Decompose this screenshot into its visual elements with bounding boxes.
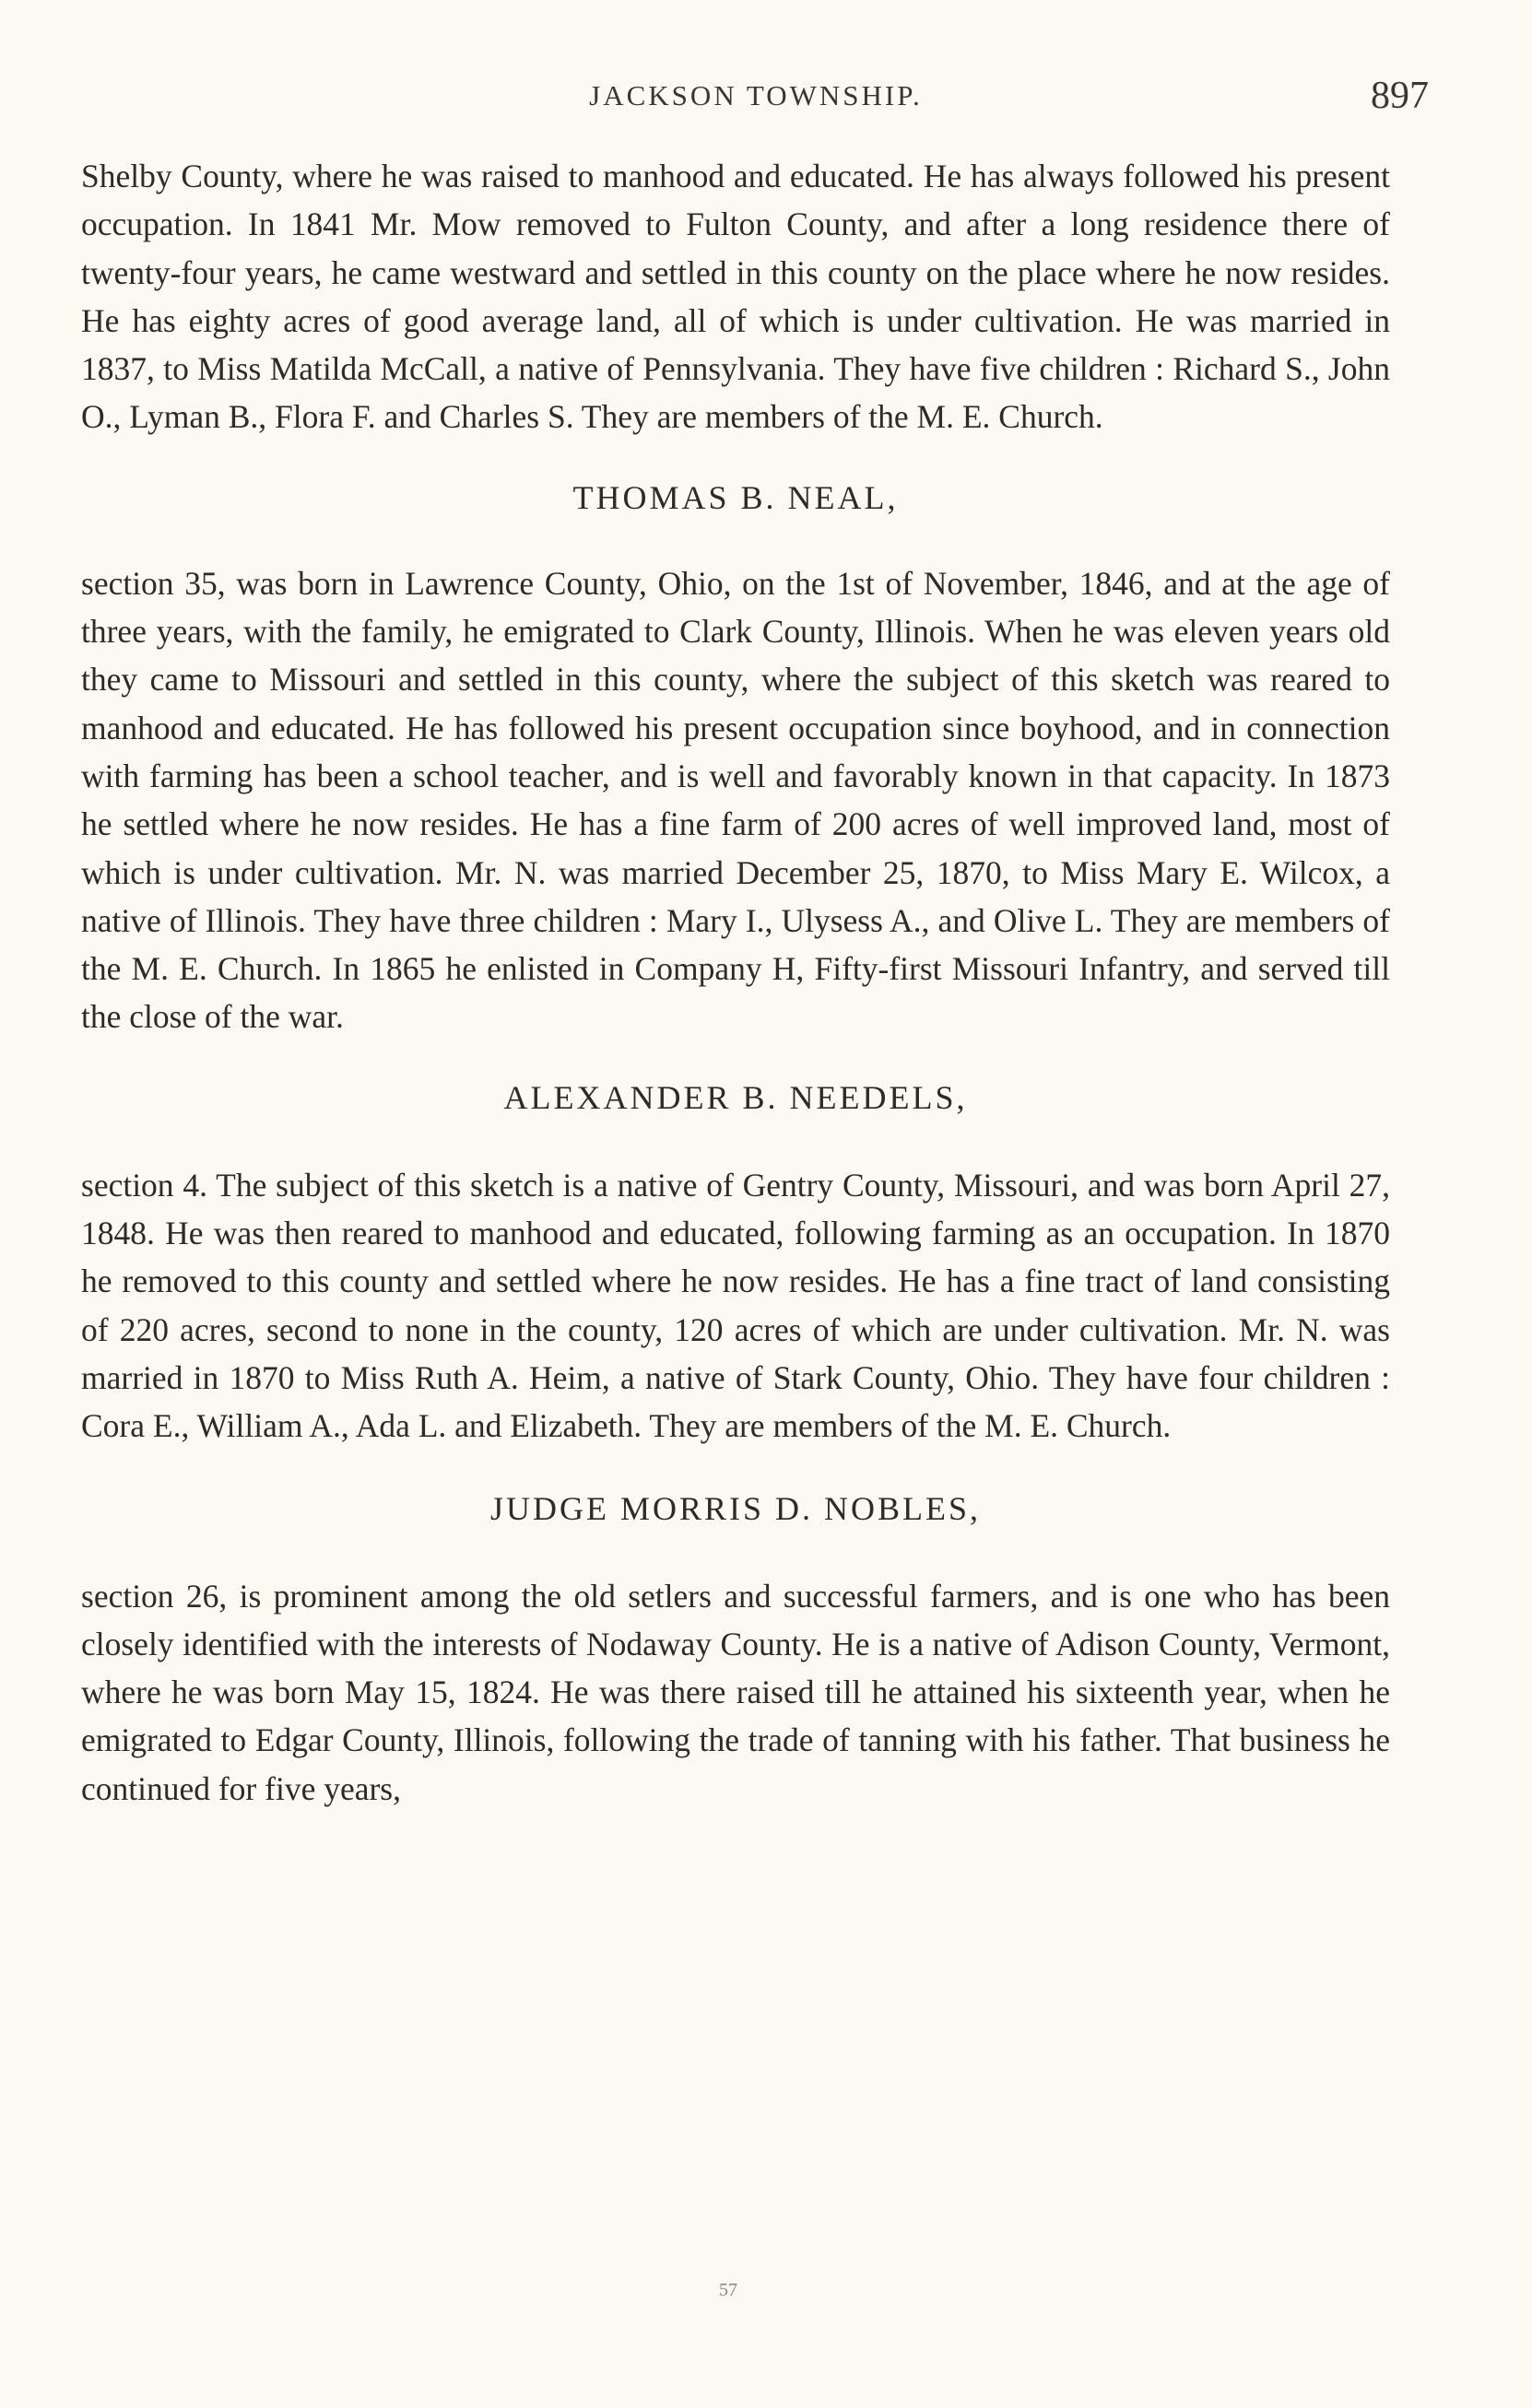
heading-alexander-b-needels: ALEXANDER B. NEEDELS,	[503, 1078, 968, 1116]
paragraph-thomas-b-neal: section 35, was born in Lawrence County, Ohio, on the 1st of November, 1846, and at the age of three years, with the family, he emigrated to Clark County, Illinois. When he was eleven years old they came to Missouri and settled in this county, where the subject of this sketch was reared to manhood and educated. He has followed his present occupation since boyhood, and in connection with farming has been a school teacher, and is well and favorably known in that capacity. In 1873 he settled where he now resides. He has a fine farm of 200 acres of well improved land, most of which is under cultivation. Mr. N. was married December 25, 1870, to Miss Mary E. Wilcox, a native of Illinois. They have three children : Mary I., Ulysess A., and Olive L. They are members of the M. E. Church. In 1865 he enlisted in Company H, Fifty-first Missouri Infantry, and served till the close of the war.	[81, 564, 1390, 1036]
running-title: JACKSON TOWNSHIP.	[589, 79, 923, 112]
running-head	[83, 74, 1429, 129]
text-block	[81, 152, 1390, 1813]
page-number: 897	[1371, 75, 1429, 117]
paragraph-alexander-b-needels: section 4. The subject of this sketch is a native of Gentry County, Missouri, and was born April 27, 1848. He was then reared to manhood and educated, following farming as an occupation. In 1870 he removed to this county and settled where he now resides. He has a fine tract of land consisting of 220 acres, second to none in the county, 120 acres of which are under cultivation. Mr. N. was married in 1870 to Miss Ruth A. Heim, a native of Stark County, Ohio. They have four children : Cora E., William A., Ada L. and Elizabeth. They are members of the M. E. Church.	[81, 1166, 1390, 1445]
heading-judge-morris-d-nobles: JUDGE MORRIS D. NOBLES,	[489, 1489, 982, 1527]
paragraph-judge-morris-d-nobles: section 26, is prominent among the old setlers and successful farmers, and is one who has been closely identified with the interests of Nodaway County. He is a native of Adison County, Vermont, where he was born May 15, 1824. He was there raised till he attained his sixteenth year, when he emigrated to Edgar County, Illinois, following the trade of tanning with his father. That business he continued for five years,	[81, 1577, 1390, 1807]
paragraph-mow-continued: Shelby County, where he was raised to manhood and educated. He has always followed his present occupation. In 1841 Mr. Mow removed to Fulton County, and after a long residence there of twenty-four years, he came westward and settled in this county on the place where he now resides. He has eighty acres of good average land, all of which is under cultivation. He was married in 1837, to Miss Matilda McCall, a native of Pennsylvania. They have five children : Richard S., John O., Lyman B., Flora F. and Charles S. They are members of the M. E. Church.	[81, 158, 1390, 436]
signature-mark: 57	[719, 2280, 737, 2300]
heading-thomas-b-neal: THOMAS B. NEAL,	[572, 478, 899, 516]
